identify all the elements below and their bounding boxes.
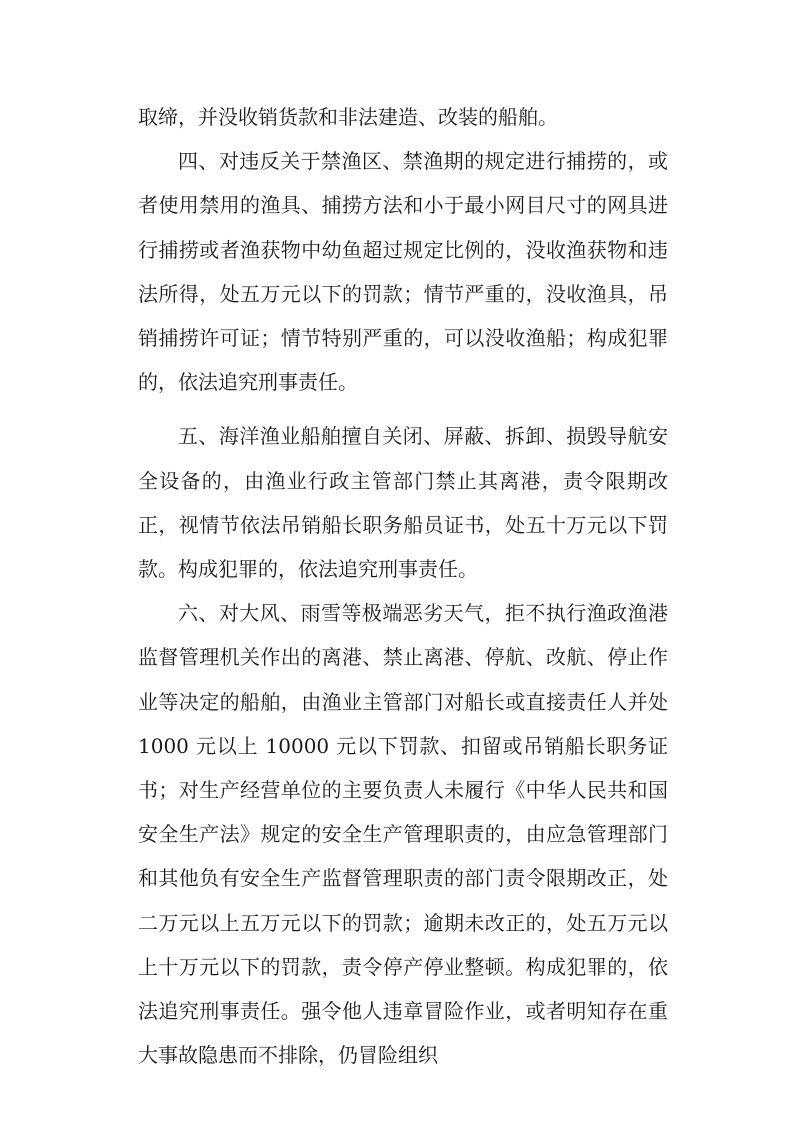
paragraph-item-five: 五、海洋渔业船舶擅自关闭、屏蔽、拆卸、损毁导航安全设备的，由渔业行政主管部门禁止其离港，责令限期改正，视情节依法吊销船长职务船员证书，处五十万元以下罚款。构成犯罪的，依法追究刑事责任。 [138, 424, 668, 582]
paragraph-item-four: 四、对违反关于禁渔区、禁渔期的规定进行捕捞的，或者使用禁用的渔具、捕捞方法和小于最小网目尺寸的网具进行捕捞或者渔获物中幼鱼超过规定比例的，没收渔获物和违法所得，处五万元以下的罚款；情节严重的，没收渔具，吊销捕捞许可证；情节特别严重的，可以没收渔船；构成犯罪的，依法追究刑事责任。 [138, 149, 668, 395]
paragraph-continuation: 取缔，并没收销货款和非法建造、改装的船舶。 [138, 105, 558, 129]
document-body [138, 95, 668, 1077]
paragraph-item-six: 六、对大风、雨雪等极端恶劣天气，拒不执行渔政渔港监督管理机关作出的离港、禁止离港、停航、改航、停止作业等决定的船舶，由渔业主管部门对船长或直接责任人并处 1000 元以上 10000 元以下罚款、扣留或吊销船长职务证书；对生产经营单位的主要负责人未履行《中华人民共和国安全生产法》规定的安全生产管理职责的，由应急管理部门和其他负有安全生产监督管理职责的部门责令限期改正，处二万元以上五万元以下的罚款；逾期未改正的，处五万元以上十万元以下的罚款，责令停产停业整顿。构成犯罪的，依法追究刑事责任。强令他人违章冒险作业，或者明知存在重大事故隐患而不排除，仍冒险组织 [138, 601, 668, 1068]
